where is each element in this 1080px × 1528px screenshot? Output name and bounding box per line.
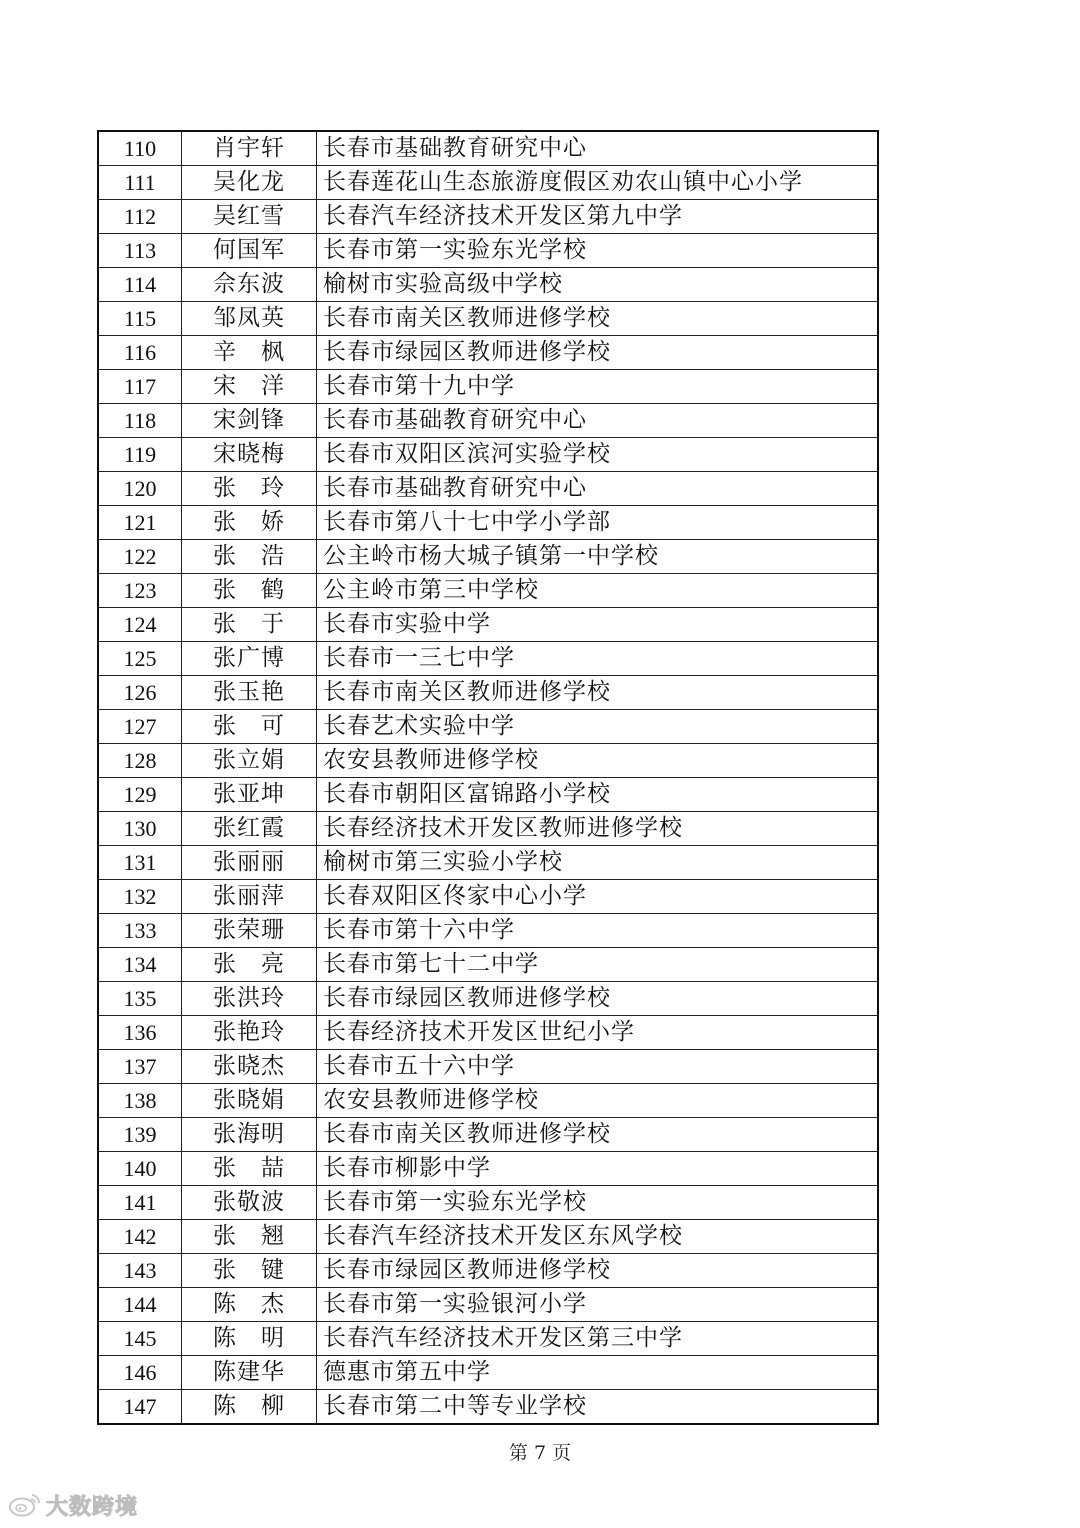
row-number-cell: 139 bbox=[98, 1118, 182, 1152]
unit-cell: 长春市绿园区教师进修学校 bbox=[317, 982, 879, 1016]
table-row bbox=[98, 438, 878, 472]
row-number-cell: 134 bbox=[98, 948, 182, 982]
table-row bbox=[98, 1016, 878, 1050]
table-row bbox=[98, 1050, 878, 1084]
table-row bbox=[98, 676, 878, 710]
name-cell: 佘东波 bbox=[182, 268, 317, 302]
row-number-cell: 127 bbox=[98, 710, 182, 744]
unit-cell: 长春市南关区教师进修学校 bbox=[317, 302, 879, 336]
row-number-cell: 143 bbox=[98, 1254, 182, 1288]
unit-cell: 长春市实验中学 bbox=[317, 608, 879, 642]
watermark bbox=[8, 1490, 138, 1521]
watermark-text: 大数跨境 bbox=[46, 1495, 139, 1520]
table-row bbox=[98, 1118, 878, 1152]
unit-cell: 榆树市第三实验小学校 bbox=[317, 846, 879, 880]
unit-cell: 长春市南关区教师进修学校 bbox=[317, 676, 879, 710]
name-cell: 张 娇 bbox=[182, 506, 317, 540]
unit-cell: 长春艺术实验中学 bbox=[317, 710, 879, 744]
table-row bbox=[98, 234, 878, 268]
row-number-cell: 142 bbox=[98, 1220, 182, 1254]
name-cell: 张玉艳 bbox=[182, 676, 317, 710]
row-number-cell: 137 bbox=[98, 1050, 182, 1084]
name-cell: 吴红雪 bbox=[182, 200, 317, 234]
unit-cell: 长春市绿园区教师进修学校 bbox=[317, 336, 879, 370]
unit-cell: 长春市第十六中学 bbox=[317, 914, 879, 948]
table-row bbox=[98, 914, 878, 948]
table-row bbox=[98, 472, 878, 506]
table-row bbox=[98, 1254, 878, 1288]
unit-cell: 德惠市第五中学 bbox=[317, 1356, 879, 1390]
name-cell: 张丽萍 bbox=[182, 880, 317, 914]
name-cell: 宋 洋 bbox=[182, 370, 317, 404]
row-number-cell: 117 bbox=[98, 370, 182, 404]
unit-cell: 公主岭市第三中学校 bbox=[317, 574, 879, 608]
name-cell: 张 鹤 bbox=[182, 574, 317, 608]
row-number-cell: 136 bbox=[98, 1016, 182, 1050]
unit-cell: 长春市绿园区教师进修学校 bbox=[317, 1254, 879, 1288]
row-number-cell: 129 bbox=[98, 778, 182, 812]
table-row bbox=[98, 846, 878, 880]
row-number-cell: 119 bbox=[98, 438, 182, 472]
weibo-logo-icon bbox=[8, 1491, 42, 1521]
row-number-cell: 123 bbox=[98, 574, 182, 608]
table-row bbox=[98, 1356, 878, 1390]
table-row bbox=[98, 131, 878, 166]
unit-cell: 长春市五十六中学 bbox=[317, 1050, 879, 1084]
unit-cell: 长春市柳影中学 bbox=[317, 1152, 879, 1186]
unit-cell: 长春市一三七中学 bbox=[317, 642, 879, 676]
table-row bbox=[98, 982, 878, 1016]
name-cell: 张洪玲 bbox=[182, 982, 317, 1016]
unit-cell: 长春市第一实验东光学校 bbox=[317, 234, 879, 268]
table-row bbox=[98, 540, 878, 574]
unit-cell: 长春汽车经济技术开发区东风学校 bbox=[317, 1220, 879, 1254]
table-row bbox=[98, 1084, 878, 1118]
name-cell: 张立娟 bbox=[182, 744, 317, 778]
row-number-cell: 110 bbox=[98, 131, 182, 166]
row-number-cell: 145 bbox=[98, 1322, 182, 1356]
name-cell: 张 键 bbox=[182, 1254, 317, 1288]
row-number-cell: 114 bbox=[98, 268, 182, 302]
row-number-cell: 126 bbox=[98, 676, 182, 710]
name-cell: 张敬波 bbox=[182, 1186, 317, 1220]
name-cell: 邹凤英 bbox=[182, 302, 317, 336]
name-cell: 张亚坤 bbox=[182, 778, 317, 812]
unit-cell: 长春市南关区教师进修学校 bbox=[317, 1118, 879, 1152]
row-number-cell: 118 bbox=[98, 404, 182, 438]
name-cell: 张 玲 bbox=[182, 472, 317, 506]
name-cell: 宋剑锋 bbox=[182, 404, 317, 438]
name-cell: 张晓娟 bbox=[182, 1084, 317, 1118]
unit-cell: 榆树市实验高级中学校 bbox=[317, 268, 879, 302]
row-number-cell: 130 bbox=[98, 812, 182, 846]
row-number-cell: 115 bbox=[98, 302, 182, 336]
name-cell: 张荣珊 bbox=[182, 914, 317, 948]
table-row bbox=[98, 1186, 878, 1220]
row-number-cell: 144 bbox=[98, 1288, 182, 1322]
table-row bbox=[98, 642, 878, 676]
name-cell: 张艳玲 bbox=[182, 1016, 317, 1050]
table-row bbox=[98, 1220, 878, 1254]
unit-cell: 长春汽车经济技术开发区第三中学 bbox=[317, 1322, 879, 1356]
unit-cell: 长春市第一实验东光学校 bbox=[317, 1186, 879, 1220]
row-number-cell: 122 bbox=[98, 540, 182, 574]
name-cell: 张 喆 bbox=[182, 1152, 317, 1186]
unit-cell: 公主岭市杨大城子镇第一中学校 bbox=[317, 540, 879, 574]
name-cell: 张广博 bbox=[182, 642, 317, 676]
name-cell: 张红霞 bbox=[182, 812, 317, 846]
table-row bbox=[98, 200, 878, 234]
table-row bbox=[98, 812, 878, 846]
row-number-cell: 116 bbox=[98, 336, 182, 370]
unit-cell: 长春市第十九中学 bbox=[317, 370, 879, 404]
row-number-cell: 140 bbox=[98, 1152, 182, 1186]
unit-cell: 农安县教师进修学校 bbox=[317, 744, 879, 778]
unit-cell: 长春经济技术开发区教师进修学校 bbox=[317, 812, 879, 846]
row-number-cell: 120 bbox=[98, 472, 182, 506]
unit-cell: 长春市基础教育研究中心 bbox=[317, 472, 879, 506]
name-cell: 张晓杰 bbox=[182, 1050, 317, 1084]
name-cell: 肖宇轩 bbox=[182, 131, 317, 166]
row-number-cell: 131 bbox=[98, 846, 182, 880]
row-number-cell: 128 bbox=[98, 744, 182, 778]
table-row bbox=[98, 1322, 878, 1356]
unit-cell: 长春莲花山生态旅游度假区劝农山镇中心小学 bbox=[317, 166, 879, 200]
name-cell: 张 可 bbox=[182, 710, 317, 744]
table-row bbox=[98, 302, 878, 336]
name-cell: 张丽丽 bbox=[182, 846, 317, 880]
row-number-cell: 133 bbox=[98, 914, 182, 948]
row-number-cell: 124 bbox=[98, 608, 182, 642]
name-cell: 张海明 bbox=[182, 1118, 317, 1152]
row-number-cell: 146 bbox=[98, 1356, 182, 1390]
unit-cell: 长春市第二中等专业学校 bbox=[317, 1390, 879, 1425]
name-cell: 陈 明 bbox=[182, 1322, 317, 1356]
name-cell: 辛 枫 bbox=[182, 336, 317, 370]
row-number-cell: 132 bbox=[98, 880, 182, 914]
unit-cell: 长春市基础教育研究中心 bbox=[317, 404, 879, 438]
table-row bbox=[98, 506, 878, 540]
row-number-cell: 121 bbox=[98, 506, 182, 540]
row-number-cell: 125 bbox=[98, 642, 182, 676]
table-row bbox=[98, 1390, 878, 1425]
table-row bbox=[98, 948, 878, 982]
row-number-cell: 147 bbox=[98, 1390, 182, 1425]
roster-body bbox=[98, 131, 878, 1424]
unit-cell: 农安县教师进修学校 bbox=[317, 1084, 879, 1118]
table-row bbox=[98, 336, 878, 370]
table-row bbox=[98, 404, 878, 438]
name-cell: 张 于 bbox=[182, 608, 317, 642]
table-row bbox=[98, 608, 878, 642]
table-row bbox=[98, 574, 878, 608]
unit-cell: 长春双阳区佟家中心小学 bbox=[317, 880, 879, 914]
name-cell: 陈建华 bbox=[182, 1356, 317, 1390]
name-cell: 宋晓梅 bbox=[182, 438, 317, 472]
unit-cell: 长春汽车经济技术开发区第九中学 bbox=[317, 200, 879, 234]
name-cell: 何国军 bbox=[182, 234, 317, 268]
row-number-cell: 141 bbox=[98, 1186, 182, 1220]
name-cell: 陈 杰 bbox=[182, 1288, 317, 1322]
table-row bbox=[98, 1152, 878, 1186]
row-number-cell: 135 bbox=[98, 982, 182, 1016]
unit-cell: 长春市双阳区滨河实验学校 bbox=[317, 438, 879, 472]
table-row bbox=[98, 710, 878, 744]
roster-table bbox=[97, 130, 879, 1425]
row-number-cell: 138 bbox=[98, 1084, 182, 1118]
unit-cell: 长春市基础教育研究中心 bbox=[317, 131, 879, 166]
name-cell: 张 翘 bbox=[182, 1220, 317, 1254]
row-number-cell: 113 bbox=[98, 234, 182, 268]
table-row bbox=[98, 370, 878, 404]
table-row bbox=[98, 880, 878, 914]
table-row bbox=[98, 744, 878, 778]
unit-cell: 长春经济技术开发区世纪小学 bbox=[317, 1016, 879, 1050]
page-number: 第 7 页 bbox=[508, 1442, 572, 1464]
unit-cell: 长春市朝阳区富锦路小学校 bbox=[317, 778, 879, 812]
table-row bbox=[98, 268, 878, 302]
row-number-cell: 111 bbox=[98, 166, 182, 200]
name-cell: 吴化龙 bbox=[182, 166, 317, 200]
table-row bbox=[98, 1288, 878, 1322]
unit-cell: 长春市第一实验银河小学 bbox=[317, 1288, 879, 1322]
table-row bbox=[98, 166, 878, 200]
row-number-cell: 112 bbox=[98, 200, 182, 234]
unit-cell: 长春市第七十二中学 bbox=[317, 948, 879, 982]
name-cell: 陈 柳 bbox=[182, 1390, 317, 1425]
name-cell: 张 亮 bbox=[182, 948, 317, 982]
unit-cell: 长春市第八十七中学小学部 bbox=[317, 506, 879, 540]
table-row bbox=[98, 778, 878, 812]
name-cell: 张 浩 bbox=[182, 540, 317, 574]
